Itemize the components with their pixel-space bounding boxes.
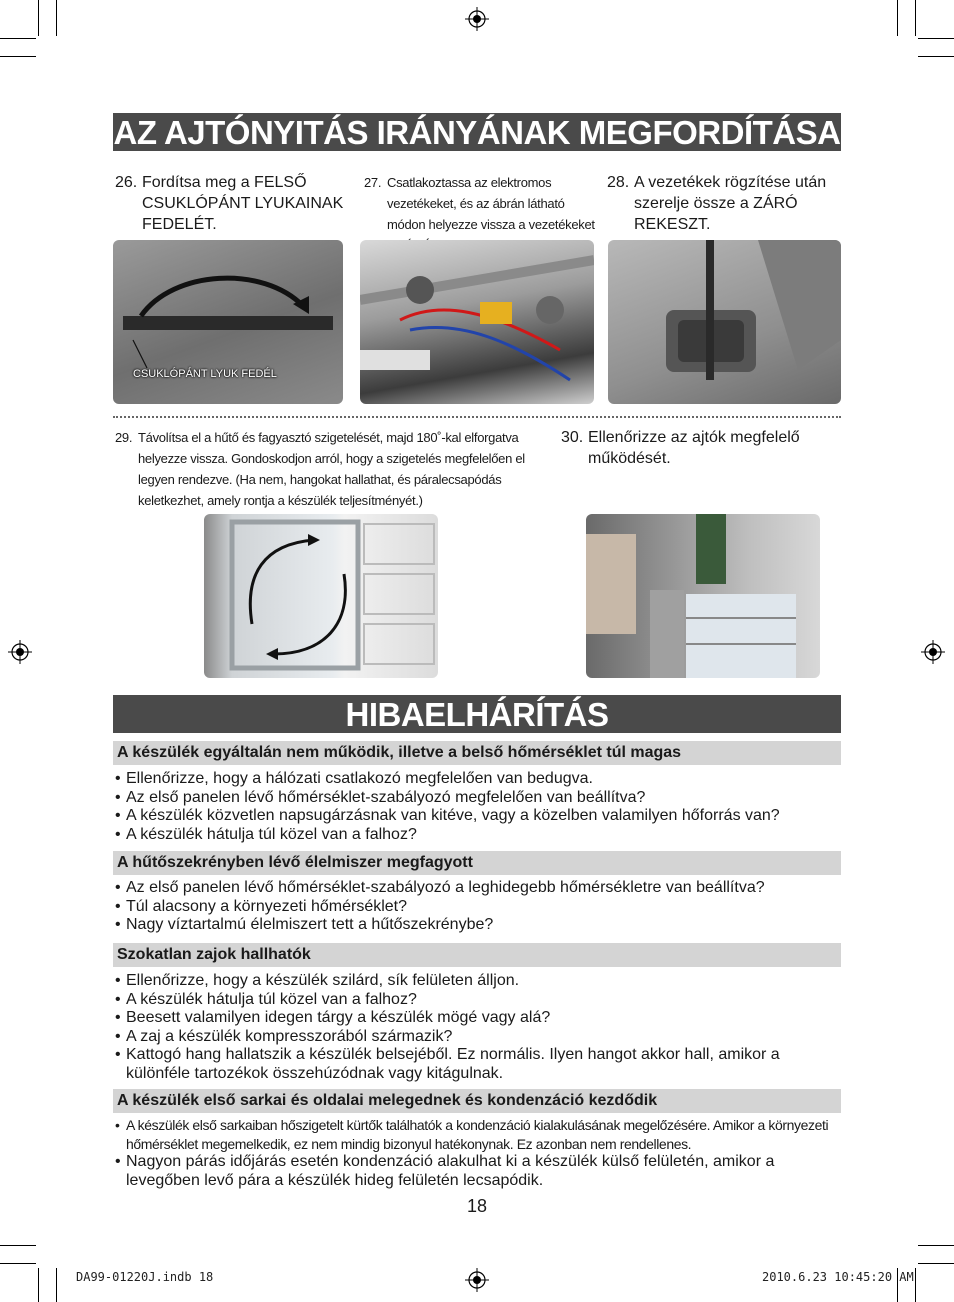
photo-door-gasket	[204, 514, 438, 678]
list-item: • Nagyon párás időjárás esetén kondenzáció alakulhat ki a készülék külső felületén, amikor a levegőben levő pára a készülék hideg felületén lecsapódik.	[113, 1153, 841, 1190]
step-text: Távolítsa el a hűtő és fagyasztó szigetelését, majd 180˚-kal elforgatva helyezze vissza. Gondoskodjon arról, hogy a szigetelés megfelelően el legyen rendezve. (Ha nem, hangokat hallathat, és páralecsapódás keletkezhet, amely rontja a készülék teljesítményét.)	[138, 430, 525, 508]
crop-mark	[56, 1268, 57, 1302]
step-text: Fordítsa meg a FELSŐ CSUKLÓPÁNT LYUKAINAK FEDELÉT.	[142, 174, 344, 233]
list-item: • A zaj a készülék kompresszorából származik?	[113, 1028, 841, 1047]
list-item: • A készülék első sarkaiban hőszigetelt kürtők találhatók a kondenzáció kialakulásának megelőzésére. Amikor a környezeti hőmérséklet megemelkedik, ez nem mindig bizonyul hatékonynak. Ez azonban nem rendellenes.	[113, 1116, 841, 1153]
list-item: • Ellenőrizze, hogy a készülék szilárd, sík felületen álljon.	[113, 972, 841, 991]
step-text: Csatlakoztassa az elektromos vezetékeket, és az ábrán látható módon helyezze vissza a vezetékeket	[387, 175, 595, 232]
dotted-divider	[113, 416, 841, 418]
footer-file-info: DA99-01220J.indb 18	[76, 1270, 214, 1284]
step-number: 29.	[115, 430, 133, 445]
topic-list	[113, 972, 841, 1084]
door-check-illustration	[586, 514, 820, 678]
crop-mark	[918, 1263, 954, 1264]
list-item: • Az első panelen lévő hőmérséklet-szabályozó megfelelően van beállítva?	[113, 789, 841, 808]
step-29	[115, 427, 545, 511]
list-item: • A készülék közvetlen napsugárzásnak van kitéve, vagy a közelben valamilyen hőforrás van?	[113, 807, 841, 826]
list-item: • A készülék hátulja túl közel van a falhoz?	[113, 991, 841, 1010]
topic-heading: A készülék egyáltalán nem működik, illetve a belső hőmérséklet túl magas	[113, 741, 841, 765]
crop-mark	[38, 0, 39, 36]
photo-hinge-cover	[113, 240, 343, 404]
step-number: 26.	[115, 174, 138, 191]
list-item: • Túl alacsony a környezeti hőmérséklet?	[113, 898, 841, 917]
step-30	[561, 427, 821, 469]
topic-heading: A hűtőszekrényben lévő élelmiszer megfagyott	[113, 851, 841, 875]
topic-heading: Szokatlan zajok hallhatók	[113, 943, 841, 967]
list-item: • Ellenőrizze, hogy a hálózati csatlakozó megfelelően van bedugva.	[113, 770, 841, 789]
section-title-troubleshooting: HIBAELHÁRÍTÁS	[113, 695, 841, 733]
registration-mark-icon	[465, 7, 489, 31]
registration-mark-icon	[921, 640, 945, 664]
list-item: • Az első panelen lévő hőmérséklet-szabályozó a leghidegebb hőmérsékletre van beállítva?	[113, 879, 841, 898]
crop-mark	[918, 38, 954, 39]
section-title-door-reversal: AZ AJTÓNYITÁS IRÁNYÁNAK MEGFORDÍTÁSA	[113, 114, 841, 151]
crop-mark	[897, 0, 898, 36]
crop-mark	[0, 56, 36, 57]
topic-list	[113, 1116, 841, 1190]
gasket-illustration	[204, 514, 438, 678]
topic-list	[113, 879, 841, 935]
hinge-cover-label: CSUKLÓPÁNT LYUK FEDÉL	[133, 368, 277, 380]
step-text: A vezetékek rögzítése után szerelje össze a ZÁRÓ REKESZT.	[634, 174, 827, 233]
step-26	[115, 172, 350, 235]
crop-mark	[918, 1245, 954, 1246]
step-number: 27.	[364, 175, 382, 190]
crop-mark	[915, 1268, 916, 1302]
compartment-illustration	[608, 240, 841, 404]
step-text: Ellenőrizze az ajtók megfelelő működését.	[588, 429, 800, 467]
crop-mark	[0, 1263, 36, 1264]
list-item: • Kattogó hang hallatszik a készülék belsejéből. Ez normális. Ilyen hangot akkor hall, amikor a különféle tartozékok összehúzódnak vagy kitágulnak.	[113, 1046, 841, 1083]
step-number: 28.	[607, 174, 630, 191]
registration-mark-icon	[8, 640, 32, 664]
photo-closing-compartment	[608, 240, 841, 404]
registration-mark-icon	[465, 1268, 489, 1292]
topic-heading: A készülék első sarkai és oldalai melegednek és kondenzáció kezdődik	[113, 1089, 841, 1113]
crop-mark	[915, 0, 916, 36]
list-item: • Beesett valamilyen idegen tárgy a készülék mögé vagy alá?	[113, 1009, 841, 1028]
crop-mark	[0, 38, 36, 39]
crop-mark	[56, 0, 57, 36]
footer-timestamp: 2010.6.23 10:45:20 AM	[762, 1270, 914, 1284]
crop-mark	[918, 56, 954, 57]
photo-door-check	[586, 514, 820, 678]
wiring-illustration	[360, 240, 594, 404]
page-number: 18	[466, 1196, 488, 1216]
list-item: • Nagy víztartalmú élelmiszert tett a hűtőszekrénybe?	[113, 916, 841, 935]
step-number: 30.	[561, 429, 584, 446]
list-item: • A készülék hátulja túl közel van a falhoz?	[113, 826, 841, 845]
photo-wiring	[360, 240, 594, 404]
crop-mark	[0, 1245, 36, 1246]
topic-list	[113, 770, 841, 844]
crop-mark	[38, 1268, 39, 1302]
step-28	[607, 172, 841, 235]
